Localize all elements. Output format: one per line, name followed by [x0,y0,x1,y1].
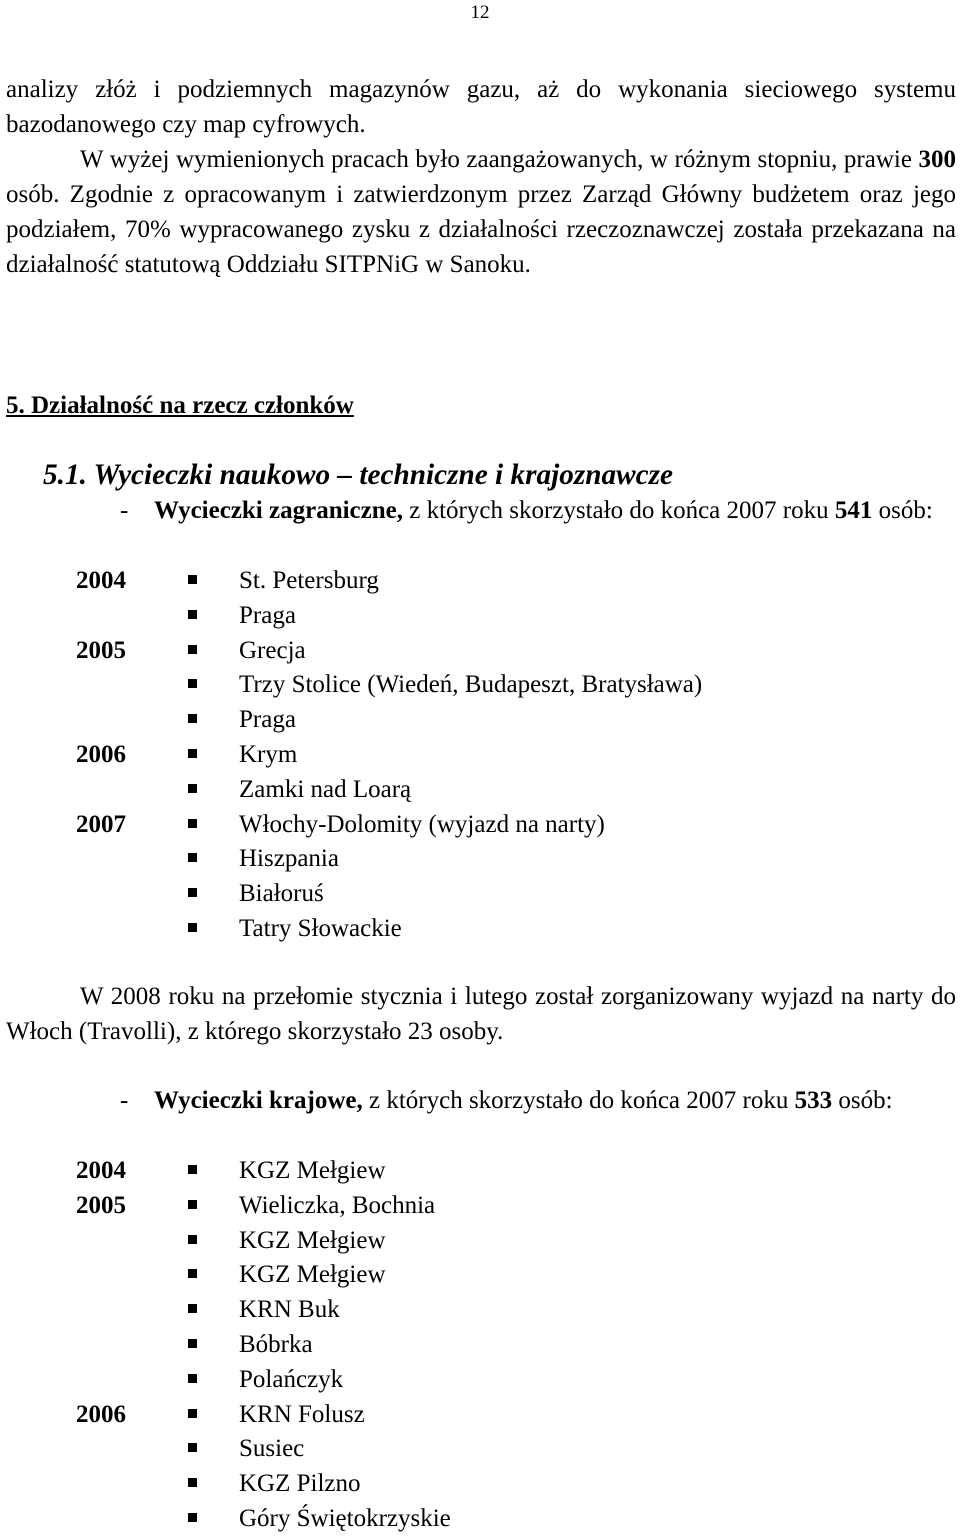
foreign-trips-list [76,563,946,946]
trip-destination: Krym [239,740,298,768]
foreign-trips-intro [120,493,956,528]
square-bullet-icon [188,1513,197,1522]
trip-row [76,807,946,842]
foreign-count: 541 [834,497,873,524]
trip-destination: KGZ Mełgiew [239,1157,386,1184]
square-bullet-icon [188,679,197,688]
trip-destination: Grecja [239,636,306,664]
trip-row [76,841,946,876]
trip-row [76,772,946,807]
trip-year: 2007 [76,810,126,838]
subsection-title: Wycieczki naukowo – techniczne i krajoznawcze [93,459,674,491]
square-bullet-icon [188,1200,197,1209]
trip-row [76,1223,946,1258]
foreign-dash: - [120,497,129,524]
square-bullet-icon [188,923,197,932]
trip-row [76,1153,946,1188]
trip-destination: Góry Świętokrzyskie [239,1504,451,1532]
square-bullet-icon [188,1304,197,1313]
intro-p2-count: 300 [918,146,956,173]
subsection-number: 5.1. [43,459,87,491]
trip-year: 2005 [76,1191,126,1219]
trip-destination: Białoruś [239,880,324,908]
trip-destination: Bóbrka [239,1330,313,1358]
intro-paragraph-2 [6,142,956,282]
square-bullet-icon [188,784,197,793]
square-bullet-icon [188,575,197,584]
subsection-heading [43,458,673,493]
trip-row [76,1397,946,1432]
square-bullet-icon [188,1374,197,1383]
domestic-trips-intro [120,1083,956,1118]
trip-destination: Trzy Stolice (Wiedeń, Budapeszt, Bratysława) [239,671,703,699]
trip-destination: Zamki nad Loarą [239,775,412,803]
trip-row [76,1501,946,1536]
square-bullet-icon [188,853,197,862]
foreign-text-a: z których skorzystało do końca 2007 roku [403,497,835,524]
square-bullet-icon [188,1478,197,1487]
intro-paragraph-1: analizy złóż i podziemnych magazynów gazu, aż do wykonania sieciowego systemu bazodanowego czy map cyfrowych. [6,76,956,138]
trip-destination: Tatry Słowackie [239,914,402,942]
square-bullet-icon [188,1409,197,1418]
trip-row [76,1362,946,1397]
intro-p2-end: osób. Zgodnie z opracowanym i zatwierdzonym przez Zarząd Główny budżetem oraz jego podziałem, 70% wypracowanego zysku z działalności rzeczoznawczej została przekazana na działalność statutową Oddziału SITPNiG w Sanoku. [6,181,956,278]
page-number: 12 [470,2,490,23]
trip-year: 2005 [76,636,126,664]
trip-year: 2004 [76,567,126,594]
square-bullet-icon [188,610,197,619]
trip-row [76,563,946,598]
trip-row [76,633,946,668]
trip-year: 2006 [76,1400,126,1428]
square-bullet-icon [188,714,197,723]
trip-destination: Hiszpania [239,845,339,873]
square-bullet-icon [188,1443,197,1452]
trip-row [76,737,946,772]
trip-destination: KGZ Mełgiew [239,1261,386,1289]
domestic-label: Wycieczki krajowe, [154,1087,363,1114]
foreign-intro-text [154,493,956,528]
trip-year: 2006 [76,740,126,768]
trip-row [76,1292,946,1327]
trip-destination: KRN Folusz [239,1400,365,1428]
trip-destination: Włochy-Dolomity (wyjazd na narty) [239,810,605,838]
trip-row [76,702,946,737]
trip-row [76,1257,946,1292]
trip-year: 2004 [76,1157,126,1184]
square-bullet-icon [188,1165,197,1174]
trip-row [76,876,946,911]
trip-row [76,598,946,633]
trip-destination: Praga [239,601,296,629]
domestic-trips-list [76,1153,946,1536]
square-bullet-icon [188,1269,197,1278]
square-bullet-icon [188,888,197,897]
trip-destination: KGZ Mełgiew [239,1226,386,1254]
trip-destination: Wieliczka, Bochnia [239,1191,436,1219]
square-bullet-icon [188,645,197,654]
trip-destination: St. Petersburg [239,567,379,594]
foreign-label: Wycieczki zagraniczne, [154,497,403,524]
square-bullet-icon [188,1339,197,1348]
trip-row [76,1188,946,1223]
intro-p2-start: W wyżej wymienionych pracach było zaangażowanych, w różnym stopniu, prawie [80,146,919,173]
trip-row [76,1466,946,1501]
domestic-count: 533 [794,1087,833,1114]
trip-destination: Susiec [239,1435,305,1463]
trip-destination: KRN Buk [239,1296,340,1324]
domestic-dash: - [120,1087,129,1114]
trip-destination: KGZ Pilzno [239,1470,361,1498]
section-heading: 5. Działalność na rzecz członków [6,392,354,419]
square-bullet-icon [188,819,197,828]
square-bullet-icon [188,1235,197,1244]
intro-text [6,72,956,282]
trip-row [76,667,946,702]
trip-destination: Praga [239,706,296,734]
trip-destination: Polańczyk [239,1365,344,1393]
square-bullet-icon [188,749,197,758]
trip-row [76,911,946,946]
trip-row [76,1431,946,1466]
domestic-text-a: z których skorzystało do końca 2007 roku [362,1087,795,1114]
ski-trip-note: W 2008 roku na przełomie stycznia i lutego został zorganizowany wyjazd na narty do Włoch (Travolli), z którego skorzystało 23 osoby. [6,983,956,1045]
domestic-intro-text [154,1083,956,1118]
foreign-text-b: osób: [872,497,933,524]
trip-row [76,1327,946,1362]
domestic-text-b: osób: [832,1087,893,1114]
